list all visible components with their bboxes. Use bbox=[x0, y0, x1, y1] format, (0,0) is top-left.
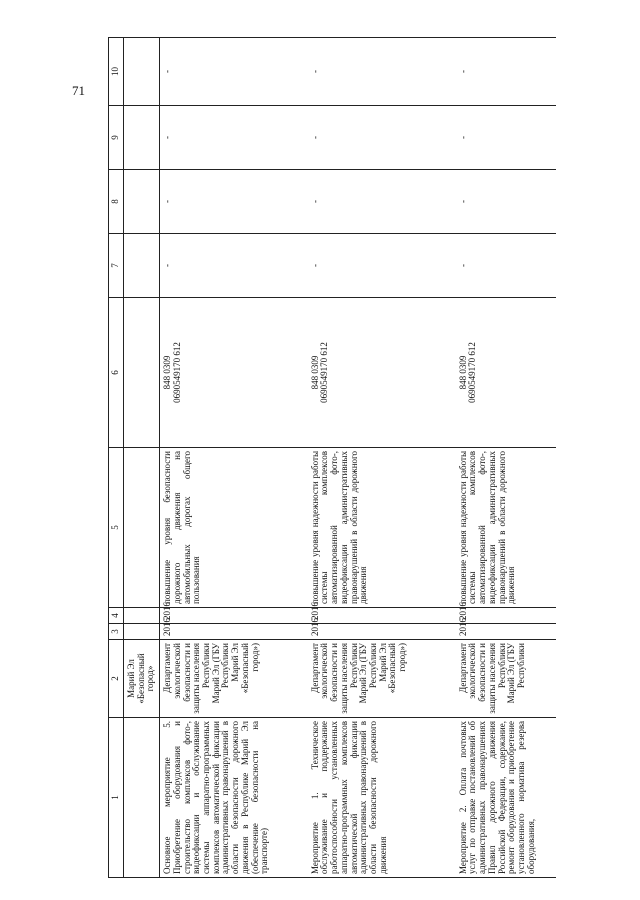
table-row bbox=[308, 38, 456, 878]
cell-value: - bbox=[308, 170, 456, 234]
cell-executor: Департамент экологической безопасности и защиты населения Республики Марий Эл (ГБУ Республики bbox=[456, 640, 556, 718]
page-number: 71 bbox=[72, 83, 85, 98]
budget-code-line-1: 848 0309 bbox=[309, 355, 320, 390]
cell-value: - bbox=[308, 106, 456, 170]
cell-empty bbox=[124, 718, 160, 878]
cell-executor: Департамент экологической безопасности и защиты населения Республики Марий Эл (ГБУ Республики Марий Эл «Безопасный город») bbox=[160, 640, 308, 718]
cell-expected-result: повышение уровня надежности работы системы комплексов автоматизированной фото-, видеофиксации административных правонарушений в области дорожного движения bbox=[456, 448, 556, 608]
cell-value: - bbox=[308, 234, 456, 298]
continuation-row bbox=[124, 38, 160, 878]
cell-value: - bbox=[160, 106, 308, 170]
budget-code-line-1: 848 0309 bbox=[162, 355, 173, 390]
header-cell: 8 bbox=[109, 170, 124, 234]
header-cell: 9 bbox=[109, 106, 124, 170]
cell-start-year: 2016 bbox=[308, 624, 456, 640]
cell-empty bbox=[124, 624, 160, 640]
budget-code-line-2: 0690549170 612 bbox=[171, 342, 182, 403]
cell-value: - bbox=[456, 234, 556, 298]
cell-value: - bbox=[456, 38, 556, 106]
cell-empty bbox=[124, 170, 160, 234]
cell-measure-name: Основное мероприятие 5. Приобретение оборудования и строительство комплексов фото-, видеофиксации и обслуживание системы аппаратно-программных комплексов автоматической фиксации административных правонарушений в области безопасности дорожного движения в Республике Марий Эл (обеспечение безопасности на транспорте) bbox=[160, 718, 308, 878]
cell-value: - bbox=[308, 38, 456, 106]
cell-end-year: 2016 bbox=[308, 608, 456, 624]
header-cell: 2 bbox=[109, 640, 124, 718]
rotated-table-container bbox=[108, 38, 568, 878]
program-table bbox=[108, 37, 556, 878]
header-cell: 6 bbox=[109, 298, 124, 448]
cell-empty bbox=[124, 38, 160, 106]
budget-code-line-1: 848 0309 bbox=[457, 355, 468, 390]
cell-budget-code bbox=[456, 298, 556, 448]
cell-start-year: 2016 bbox=[160, 624, 308, 640]
table-row bbox=[456, 38, 556, 878]
cell-empty bbox=[124, 448, 160, 608]
cell-expected-result: повышение уровня безопасности дорожного движения на автомобильных дорогах общего пользования bbox=[160, 448, 308, 608]
header-cell: 1 bbox=[109, 718, 124, 878]
cell-empty bbox=[124, 298, 160, 448]
cell-end-year: 2016 bbox=[160, 608, 308, 624]
cell-value: - bbox=[456, 170, 556, 234]
cell-empty bbox=[124, 234, 160, 298]
header-cell: 7 bbox=[109, 234, 124, 298]
cell-measure-name: Мероприятие 1. Техническое обслуживание и поддержание работоспособности установленных аппаратно-программных комплексов автоматической фиксации административных правонарушений в области безопасности дорожного движения bbox=[308, 718, 456, 878]
cell-value: - bbox=[160, 170, 308, 234]
header-cell: 10 bbox=[109, 38, 124, 106]
cell-value: - bbox=[456, 106, 556, 170]
header-row bbox=[109, 38, 124, 878]
cell-expected-result: повышение уровня надежности работы системы комплексов автоматизированной фото-, видеофиксации административных правонарушений в области дорожного движения bbox=[308, 448, 456, 608]
cell-value: - bbox=[160, 38, 308, 106]
budget-code-line-2: 0690549170 612 bbox=[467, 342, 478, 403]
cell-start-year: 2016 bbox=[456, 624, 556, 640]
cell-empty bbox=[124, 106, 160, 170]
cell-measure-name: Мероприятие 2. Оплата почтовых услуг по отправке постановлений об административных правонарушениях Правил дорожного движения Российской Федерации, содержание, ремонт оборудования и приобретение установленного норматива резерва оборудования, bbox=[456, 718, 556, 878]
cell-value: - bbox=[160, 234, 308, 298]
header-cell: 4 bbox=[109, 608, 124, 624]
cell-budget-code bbox=[160, 298, 308, 448]
cell-end-year: 2016 bbox=[456, 608, 556, 624]
cell-executor: Департамент экологической безопасности и защиты населения Республики Марий Эл (ГБУ Республики Марий Эл «Безопасный город») bbox=[308, 640, 456, 718]
header-cell: 5 bbox=[109, 448, 124, 608]
cell-budget-code bbox=[308, 298, 456, 448]
cell-executor-continued: Марий Эл «Безопасный город» bbox=[124, 640, 160, 718]
header-cell: 3 bbox=[109, 624, 124, 640]
table-row bbox=[160, 38, 308, 878]
budget-code-line-2: 0690549170 612 bbox=[319, 342, 330, 403]
cell-empty bbox=[124, 608, 160, 624]
